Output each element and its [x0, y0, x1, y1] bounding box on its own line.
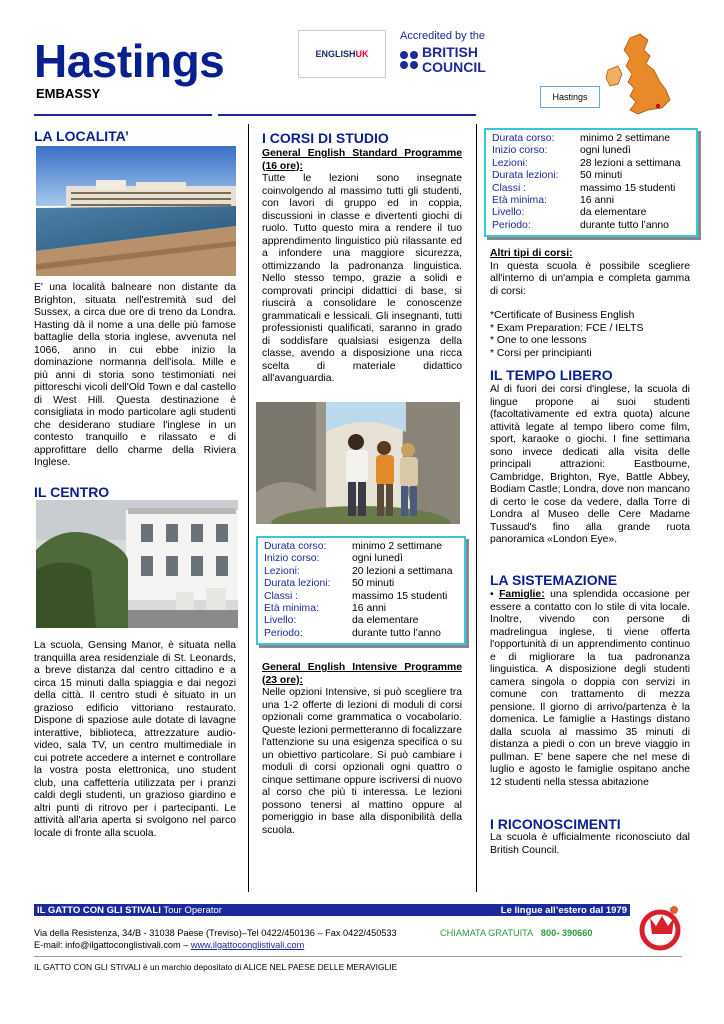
- standard-programme-text: Tutte le lezioni sono insegnate coinvolgendo al massimo tutti gli studenti, con lavori di gruppo ed in coppia, discussioni in classe e divertenti giochi di ruolo. Tutto questo mira a rendere il tuo apprendimento linguistico più rilassante ed a infondere una maggiore sicurezza, ottimizzando la padronanza linguistica. Nello stesso tempo, grazie a solidi e comprovati principi didattici di base, si riuscirà a consolidare le conoscenze grammaticali e lessicali. Gli insegnanti, tutti professionisti qualificati, saranno in grado di soddisfare qualsiasi esigenza della classe, avendo a disposizione una ricca scelta di materiale didattico all'avanguardia.: [262, 173, 462, 384]
- footer-brand: IL GATTO CON GLI STIVALI: [37, 904, 161, 916]
- footer-address: Via della Resistenza, 34/B - 31038 Paese (Treviso)–Tel 0422/450136 – Fax 0422/450533: [34, 928, 397, 938]
- info-key: Età minima:: [264, 603, 319, 615]
- gatto-logo: [636, 904, 686, 952]
- info-row: [492, 158, 690, 170]
- heading-centro: IL CENTRO: [34, 484, 110, 500]
- info-row: [264, 541, 458, 553]
- info-row: [264, 553, 458, 565]
- info-row: [264, 591, 458, 603]
- page-subtitle: EMBASSY: [36, 86, 101, 101]
- info-value: massimo 15 studenti: [580, 182, 676, 194]
- accredited-label: Accredited by the: [400, 30, 485, 42]
- info-key: Lezioni:: [492, 157, 528, 169]
- info-key: Lezioni:: [264, 565, 300, 577]
- info-row: [492, 220, 690, 232]
- info-key: Inizio corso:: [264, 553, 320, 565]
- info-row: [264, 603, 458, 615]
- info-value: da elementare: [580, 207, 647, 219]
- chiamata-label: CHIAMATA GRATUITA: [440, 928, 534, 938]
- info-value: massimo 15 studenti: [352, 590, 448, 602]
- heading-corsi: I CORSI DI STUDIO: [262, 130, 389, 146]
- logo-text-uk: UK: [355, 49, 369, 59]
- localita-text: E' una località balneare non distante da Brighton, situata nell'estremità sud del Sussex, a circa due ore di treno da Londra. Hasting dà il nome a una delle più famose battaglie della storia inglese, avvenuta nel 1066, anno in cui ebbe inizio la dominazione normanna dell'isola. Mille e più anni di storia sono testimoniati nei pittoreschi vicoli dell'Old Town e dal castello di West Hill. Questa destinazione è consigliata in modo particolare agli studenti che desiderano studiare l'inglese in un contesto tranquillo e rilassato e di approfittare dello charme della Riviera Inglese.: [34, 282, 236, 468]
- british-label: BRITISH: [422, 44, 478, 60]
- column-divider-2: [476, 124, 477, 892]
- footer-tagline: Le lingue all’estero dal 1979: [500, 904, 627, 916]
- info-value: 50 minuti: [352, 578, 395, 590]
- info-row: [264, 628, 458, 640]
- page-title: Hastings: [34, 35, 225, 87]
- info-key: Periodo:: [492, 219, 531, 231]
- info-value: 16 anni: [580, 195, 615, 207]
- info-value: 20 lezioni a settimana: [352, 565, 453, 577]
- intensive-programme-text: Nelle opzioni Intensive, si può scegliere tra una 1-2 offerte di lezioni di moduli di corsi opzionali come grammatica o vocabolario. Queste lezioni permetteranno di focalizzare l'attenzione su una esigenza specifica o su un obiettivo particolare. Si può cambiare i moduli di corsi opzionali ogni quattro o cinque settimane oppure iscriversi di nuovo al corso che più ti interessa. Le lezioni possono tenersi al mattino oppure al pomeriggio in base alla disponibilità della scuola.: [262, 687, 462, 836]
- info-value: minimo 2 settimane: [580, 133, 671, 144]
- info-value: minimo 2 settimane: [352, 541, 443, 552]
- info-key: Durata lezioni:: [492, 170, 559, 182]
- footer-trademark: IL GATTO CON GLI STIVALI è un marchio depositato di ALICE NEL PAESE DELLE MERAVIGLIE: [34, 962, 398, 972]
- centro-text: La scuola, Gensing Manor, è situata nella tranquilla area residenziale di St. Leonards, a breve distanza dal centro cittadino e a circa 15 minuti dalla spiaggia e dai negozi della città. Il centro studi è situato in un grazioso edificio vittoriano restaurato. Dispone di spaziose aule dotate di lavagne interattive, biblioteca, attrezzature audio-video, sala TV, un centro multimediale in cui potrete accedere a internet e controllare la vostra posta elettronica, uno student club, una caffetteria utilizzata per i pranzi caldi degli studenti, un grazioso giardino e altri punti di ritrovo per i partecipanti. Le attività all'aria aperta si svolgono nel parco locale di fronte alla scuola.: [34, 640, 236, 839]
- info-value: 28 lezioni a settimana: [580, 157, 681, 169]
- logo-text-english: ENGLISH: [315, 49, 356, 59]
- info-key: Periodo:: [264, 627, 303, 639]
- intensive-info-table: [492, 133, 690, 232]
- altri-corsi-title: Altri tipi di corsi:: [490, 248, 573, 259]
- info-value: durante tutto l’anno: [580, 219, 669, 231]
- standard-info-table: [264, 541, 458, 640]
- beach-photo: [36, 146, 236, 276]
- info-key: Classi :: [492, 182, 527, 194]
- school-building-photo: [36, 500, 238, 628]
- riconoscimenti-text: La scuola è ufficialmente riconosciuto dal British Council.: [490, 832, 690, 856]
- heading-localita: LA LOCALITA’: [34, 128, 129, 144]
- header-rule-right: [218, 114, 476, 116]
- heading-tempo-libero: IL TEMPO LIBERO: [490, 367, 613, 383]
- info-key: Livello:: [492, 207, 525, 219]
- header-rule-left: [34, 114, 212, 116]
- info-key: Inizio corso:: [492, 145, 548, 157]
- footer-divider: [34, 956, 682, 957]
- intensive-programme-block: [262, 662, 462, 837]
- english-uk-logo: [298, 30, 386, 78]
- intensive-programme-title: General English Intensive Programme (23 ore):: [262, 662, 462, 686]
- altri-corsi-item: * Corsi per principianti: [490, 347, 592, 359]
- info-key: Durata lezioni:: [264, 578, 331, 590]
- column-divider-1: [248, 124, 249, 892]
- info-value: 50 minuti: [580, 170, 623, 182]
- footer-brand-sub: Tour Operator: [160, 904, 222, 916]
- info-key: Età minima:: [492, 195, 547, 207]
- info-key: Classi :: [264, 590, 299, 602]
- info-value: durante tutto l’anno: [352, 627, 441, 639]
- sistemazione-text-block: • Famiglie: una splendida occasione per essere a contatto con lo stile di vita locale. Inoltre, vivendo con persone di madrelingua inglese, ti viene offerta l'opportunità di un apprendimento continuo e di migliorare la tua padronanza linguistica. A disposizione degli studenti camera singola o doppia con servizi in comune con trattamento di mezza pensione. Il giorno di arrivo/partenza è la domenica. Le famiglie a Hastings distano dalla scuola al massimo 35 minuti di distanza a piedi o con un breve viaggio in pullman. E' bene sapere che nel mese di luglio e agosto le famiglie ospitano anche 12 studenti nella stessa abitazione: [490, 589, 690, 788]
- info-row: [264, 566, 458, 578]
- british-council-dots-icon: [400, 51, 418, 69]
- info-row: [492, 183, 690, 195]
- info-row: [492, 133, 690, 145]
- info-key: Durata corso:: [492, 133, 555, 144]
- info-row: [492, 207, 690, 219]
- footer-email: E-mail: info@ilgattoconglistivali.com –: [34, 940, 191, 950]
- info-key: Durata corso:: [264, 541, 327, 552]
- british-council-logo: [400, 30, 510, 80]
- famiglie-label: Famiglie:: [499, 589, 545, 600]
- heading-riconoscimenti: I RICONOSCIMENTI: [490, 816, 621, 832]
- council-label: COUNCIL: [422, 58, 486, 75]
- altri-corsi-block: [490, 248, 690, 360]
- uk-map-image: [600, 30, 680, 120]
- tempo-libero-text: Al di fuori dei corsi d'inglese, la scuola di lingue propone ai suoi studenti (facoltativamente ed extra quota) alcune attività legate al tempo libero come film, sport, karaoke o giochi. I fine settimana sono invece dedicati alla visita delle principali attrazioni: Eastbourne, Cambridge, Brighton, Rye, Battle Abbey, Bodiam Castle; Londra, dove non mancano di certo le cose da vedere, dalla Torre di Londra al Museo delle Cere Madame Tussaud's fino alla grande ruota panoramica «London Eye».: [490, 384, 690, 545]
- intensive-info-box: [484, 128, 698, 237]
- sistemazione-text: una splendida occasione per essere a contatto con lo stile di vita locale. Inoltre, vivendo con persone di madrelingua inglese, ti viene offerta l'opportunità di un apprendimento continuo e di migliorare la tua padronanza linguistica. A disposizione degli studenti camera singola o doppia con servizi in comune con trattamento di mezza pensione. Il giorno di arrivo/partenza è la domenica. Le famiglie a Hastings distano dalla scuola al massimo 35 minuti di distanza a piedi o con un breve viaggio in pullman. E' bene sapere che nel mese di luglio e agosto le famiglie ospitano anche 12 studenti nella stessa abitazione: [490, 589, 690, 788]
- students-photo: [256, 402, 460, 524]
- standard-programme-title: General English Standard Programme (16 ore):: [262, 148, 462, 172]
- altri-corsi-item: * Exam Preparation: FCE / IELTS: [490, 322, 644, 334]
- footer-phone: [440, 928, 593, 940]
- footer-bar: [34, 904, 630, 916]
- info-key: Livello:: [264, 615, 297, 627]
- heading-sistemazione: LA SISTEMAZIONE: [490, 572, 618, 588]
- phone-number: 800- 390660: [540, 928, 593, 938]
- info-row: [264, 615, 458, 627]
- info-value: 16 anni: [352, 603, 387, 615]
- info-row: [264, 578, 458, 590]
- footer-email-line: [34, 940, 454, 952]
- altri-corsi-item: *Certificate of Business English: [490, 310, 635, 321]
- map-location-label: Hastings: [540, 86, 600, 108]
- info-value: ogni lunedì: [580, 145, 631, 157]
- standard-info-box: [256, 536, 466, 645]
- info-value: da elementare: [352, 615, 419, 627]
- info-row: [492, 195, 690, 207]
- altri-corsi-text: In questa scuola è possibile scegliere all'interno di un'ampia e completa gamma di corsi:: [490, 260, 690, 297]
- info-row: [492, 170, 690, 182]
- info-value: ogni lunedì: [352, 553, 403, 565]
- standard-programme-block: [262, 148, 462, 386]
- altri-corsi-item: * One to one lessons: [490, 335, 587, 346]
- info-row: [492, 145, 690, 157]
- website-link[interactable]: www.ilgattoconglistivali.com: [190, 940, 305, 950]
